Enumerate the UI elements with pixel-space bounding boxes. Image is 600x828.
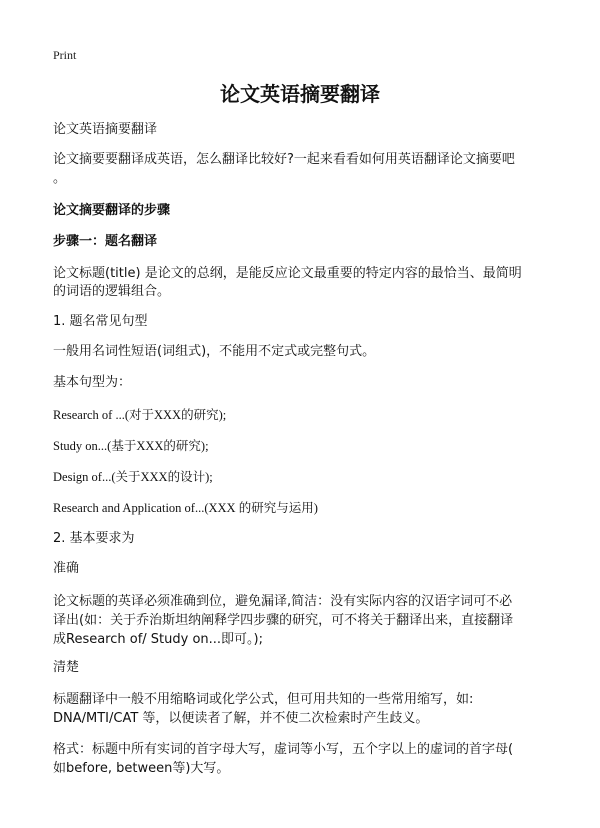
step1-heading: 步骤一：题名翻译 xyxy=(53,234,158,249)
pattern-item: Research and Application of...(XXX 的研究与运用) xyxy=(53,501,318,515)
subtitle: 论文英语摘要翻译 xyxy=(53,122,158,137)
steps-heading: 论文摘要翻译的步骤 xyxy=(53,203,171,218)
pattern-item: Research of ...(对于XXX的研究); xyxy=(53,408,227,422)
requirement-accurate-heading: 准确 xyxy=(53,561,80,576)
print-link[interactable]: Print xyxy=(53,48,77,62)
requirement-clear-line-2: DNA/MTI/CAT 等，以便读者了解，并不使二次检索时产生歧义。 xyxy=(53,711,429,726)
format-line-2: 如before, between等)大写。 xyxy=(53,761,230,776)
intro-line-2: 。 xyxy=(53,171,67,186)
pattern-item: Study on...(基于XXX的研究); xyxy=(53,439,209,453)
section2-heading: 2. 基本要求为 xyxy=(53,531,135,546)
pattern-item: Design of...(关于XXX的设计); xyxy=(53,470,213,484)
requirement-clear-heading: 清楚 xyxy=(53,660,80,675)
page-title: 论文英语摘要翻译 xyxy=(220,82,380,106)
requirement-accurate-line-3: 成Research of/ Study on...即可。); xyxy=(53,632,264,647)
title-definition-line-1: 论文标题(title) 是论文的总纲，是能反应论文最重要的特定内容的最恰当、最简明 xyxy=(53,266,522,281)
requirement-accurate-line-1: 论文标题的英译必须准确到位，避免漏译,简洁：没有实际内容的汉语字词可不必 xyxy=(53,594,513,609)
section1-heading: 1. 题名常见句型 xyxy=(53,314,148,329)
title-definition-line-2: 的词语的逻辑组合。 xyxy=(53,284,171,299)
section1-text: 一般用名词性短语(词组式)，不能用不定式或完整句式。 xyxy=(53,344,376,359)
format-line-1: 格式：标题中所有实词的首字母大写，虚词等小写，五个字以上的虚词的首字母( xyxy=(53,742,514,757)
requirement-accurate-line-2: 译出(如：关于乔治斯坦纳阐释学四步骤的研究，可不将关于翻译出来，直接翻译 xyxy=(53,613,514,628)
intro-line-1: 论文摘要要翻译成英语，怎么翻译比较好?一起来看看如何用英语翻译论文摘要吧 xyxy=(53,152,515,167)
requirement-clear-line-1: 标题翻译中一般不用缩略词或化学公式，但可用共知的一些常用缩写，如: xyxy=(53,692,474,707)
basic-patterns-label: 基本句型为： xyxy=(53,375,132,390)
